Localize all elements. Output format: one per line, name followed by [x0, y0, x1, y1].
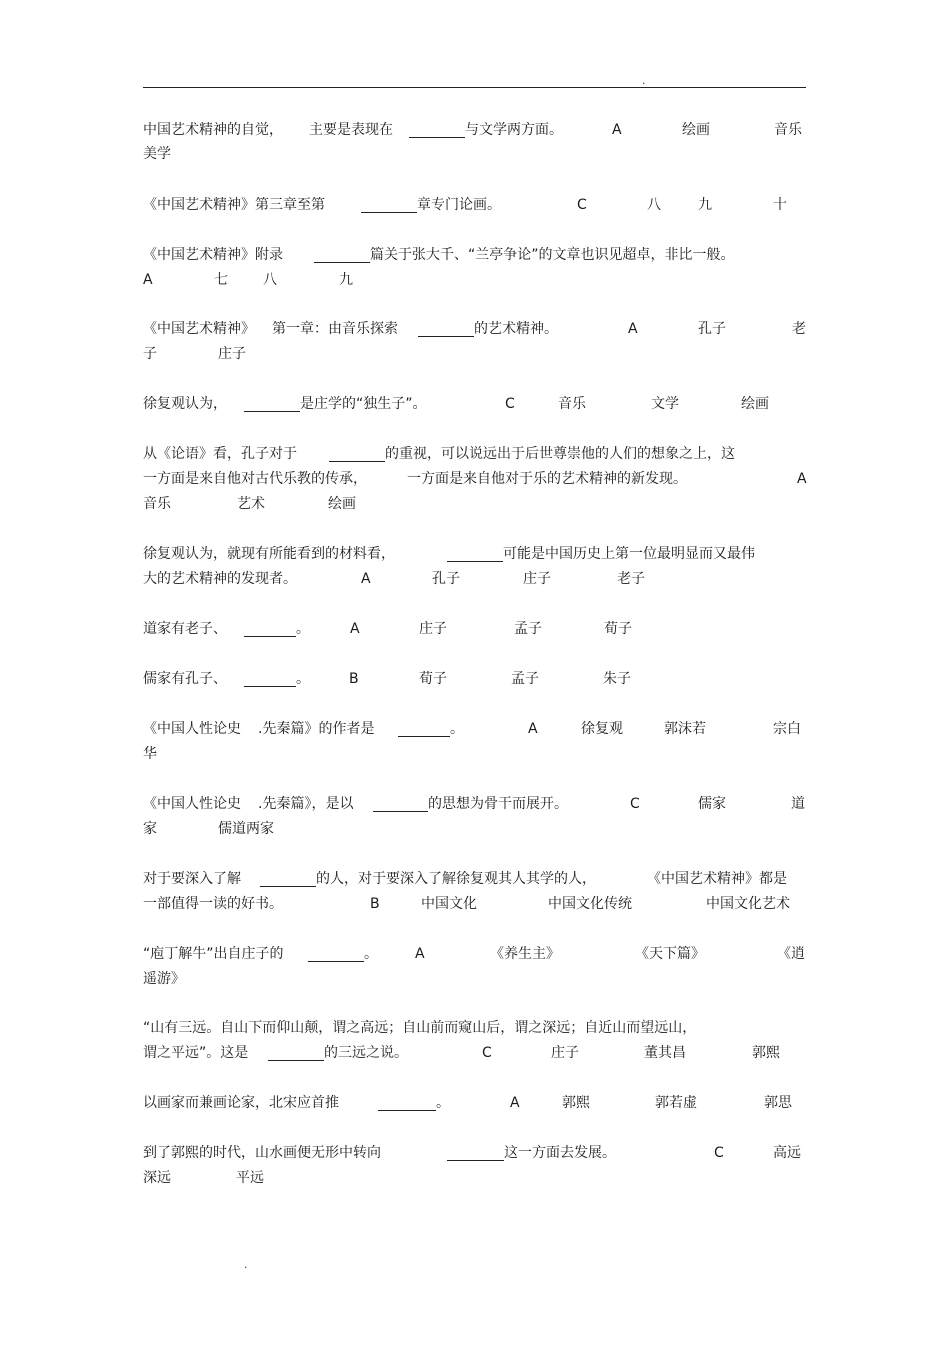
question-text: 到了郭熙的时代，山水画便无形中转向: [143, 1145, 381, 1161]
option: 绘画: [741, 396, 769, 412]
option: 八: [647, 197, 661, 213]
option: 老子: [617, 571, 645, 587]
option: 艺术: [237, 496, 265, 512]
option: 庄子: [218, 346, 246, 362]
option: 徐复观: [581, 721, 623, 737]
option: 荀子: [604, 621, 632, 637]
question-text: “庖丁解牛”出自庄子的: [143, 946, 284, 962]
answer-letter: C: [505, 396, 515, 412]
answer-blank: [361, 198, 417, 213]
answer-letter: A: [612, 122, 622, 138]
answer-letter: A: [350, 621, 360, 637]
question-text: 一方面是来自他对古代乐教的传承，: [143, 471, 367, 487]
question-text: 的三远之说。: [324, 1045, 408, 1061]
option: 《逍: [777, 946, 805, 962]
option: 孟子: [511, 671, 539, 687]
header-rule: [143, 87, 806, 88]
option: 九: [698, 197, 712, 213]
question-text: 主要是表现在: [309, 122, 393, 138]
question-text: 《中国艺术精神》第三章至第: [143, 197, 325, 213]
option: 高远: [773, 1145, 801, 1161]
option: 郭熙: [752, 1045, 780, 1061]
answer-blank: [260, 872, 316, 887]
option: 荀子: [419, 671, 447, 687]
answer-letter: A: [415, 946, 425, 962]
option: 庄子: [523, 571, 551, 587]
answer-letter: B: [349, 671, 359, 687]
question-text: 谓之平远”。这是: [143, 1045, 249, 1061]
option: 深远: [143, 1170, 171, 1186]
answer-letter: C: [630, 796, 640, 812]
question-text: 《中国人性论史: [143, 796, 241, 812]
question-text: 是庄学的“独生子”。: [300, 396, 427, 412]
option: 八: [263, 272, 277, 288]
option: 朱子: [603, 671, 631, 687]
question-text: .先秦篇》的作者是: [258, 721, 375, 737]
option: 华: [143, 746, 157, 762]
option: 郭熙: [562, 1095, 590, 1111]
answer-blank: [308, 947, 364, 962]
answer-letter: C: [577, 197, 587, 213]
option: 中国文化艺术: [706, 896, 790, 912]
option: 遥游》: [143, 971, 185, 987]
answer-blank: [244, 672, 296, 687]
question-text: .先秦篇》，是以: [258, 796, 354, 812]
question-text: 对于要深入了解: [143, 871, 241, 887]
question-text: 大的艺术精神的发现者。: [143, 571, 297, 587]
question-text: 一部值得一读的好书。: [143, 896, 283, 912]
question-text: 徐复观认为，: [143, 396, 227, 412]
question-text: 可能是中国历史上第一位最明显而又最伟: [503, 546, 755, 562]
question-text: 。: [296, 671, 310, 687]
question-text: 道家有老子、: [143, 621, 227, 637]
answer-letter: A: [361, 571, 371, 587]
question-text: 的艺术精神。: [474, 321, 558, 337]
option: 董其昌: [644, 1045, 686, 1061]
question-text: 。: [296, 621, 310, 637]
question-text: “山有三远。自山下而仰山颠，谓之高远；自山前而窥山后，谓之深远；自近山而望远山，: [143, 1020, 697, 1036]
answer-letter: C: [714, 1145, 724, 1161]
question-text: 。: [436, 1095, 450, 1111]
question-text: 《中国人性论史: [143, 721, 241, 737]
question-text: 以画家而兼画论家，北宋应首推: [143, 1095, 339, 1111]
option: 音乐: [143, 496, 171, 512]
question-text: 的思想为骨干而展开。: [428, 796, 568, 812]
option: 老: [792, 321, 806, 337]
answer-blank: [373, 797, 428, 812]
option: 文学: [651, 396, 679, 412]
answer-blank: [244, 397, 300, 412]
option: 郭若虚: [655, 1095, 697, 1111]
question-text: 与文学两方面。: [465, 122, 563, 138]
question-text: 篇关于张大千、“兰亭争论”的文章也识见超卓，非比一般。: [370, 247, 735, 263]
answer-blank: [418, 322, 474, 337]
answer-blank: [268, 1046, 324, 1061]
answer-letter: A: [628, 321, 638, 337]
answer-blank: [329, 447, 385, 462]
question-text: 的人，对于要深入了解徐复观其人其学的人，: [316, 871, 596, 887]
option: 美学: [143, 146, 171, 162]
option: 孟子: [514, 621, 542, 637]
question-text: 这一方面去发展。: [504, 1145, 616, 1161]
question-text: 的重视，可以说远出于后世尊崇他的人们的想象之上，这: [385, 446, 735, 462]
option: 郭思: [764, 1095, 792, 1111]
question-text: 儒家有孔子、: [143, 671, 227, 687]
option: 郭沫若: [664, 721, 706, 737]
question-text: 从《论语》看，孔子对于: [143, 446, 297, 462]
option: 音乐: [558, 396, 586, 412]
answer-blank: [314, 248, 370, 263]
option: 中国文化传统: [548, 896, 632, 912]
question-text: 《中国艺术精神》都是: [647, 871, 787, 887]
option: 道: [791, 796, 805, 812]
question-text: 《中国艺术精神》: [143, 321, 255, 337]
option: 庄子: [551, 1045, 579, 1061]
answer-blank: [447, 547, 503, 562]
question-text: 章专门论画。: [417, 197, 501, 213]
answer-blank: [398, 722, 450, 737]
answer-letter: A: [528, 721, 538, 737]
answer-blank: [378, 1096, 436, 1111]
answer-blank: [447, 1146, 504, 1161]
option: 九: [339, 272, 353, 288]
option: 《天下篇》: [635, 946, 705, 962]
answer-letter: C: [482, 1045, 492, 1061]
footer-dot: .: [244, 1258, 248, 1271]
option: 七: [214, 272, 228, 288]
option: 《养生主》: [490, 946, 560, 962]
question-text: 。: [364, 946, 378, 962]
option: 儒道两家: [218, 821, 274, 837]
option: 宗白: [773, 721, 801, 737]
question-text: 。: [450, 721, 464, 737]
option: 绘画: [682, 122, 710, 138]
answer-letter: A: [143, 272, 153, 288]
option: 十: [773, 197, 787, 213]
answer-letter: A: [510, 1095, 520, 1111]
option: 儒家: [698, 796, 726, 812]
answer-blank: [409, 123, 465, 138]
option: 绘画: [328, 496, 356, 512]
answer-letter: B: [370, 896, 380, 912]
answer-blank: [244, 622, 296, 637]
option: 家: [143, 821, 157, 837]
question-text: 一方面是来自他对于乐的艺术精神的新发现。: [407, 471, 687, 487]
question-text: 《中国艺术精神》附录: [143, 247, 283, 263]
option: 子: [143, 346, 157, 362]
question-text: 第一章：由音乐探索: [272, 321, 398, 337]
option: 孔子: [698, 321, 726, 337]
option: 孔子: [432, 571, 460, 587]
question-text: 徐复观认为，就现有所能看到的材料看，: [143, 546, 395, 562]
option: 庄子: [419, 621, 447, 637]
header-dot: .: [642, 74, 646, 87]
answer-letter: A: [797, 471, 807, 487]
option: 音乐: [774, 122, 802, 138]
option: 平远: [236, 1170, 264, 1186]
question-text: 中国艺术精神的自觉，: [143, 122, 283, 138]
option: 中国文化: [421, 896, 477, 912]
